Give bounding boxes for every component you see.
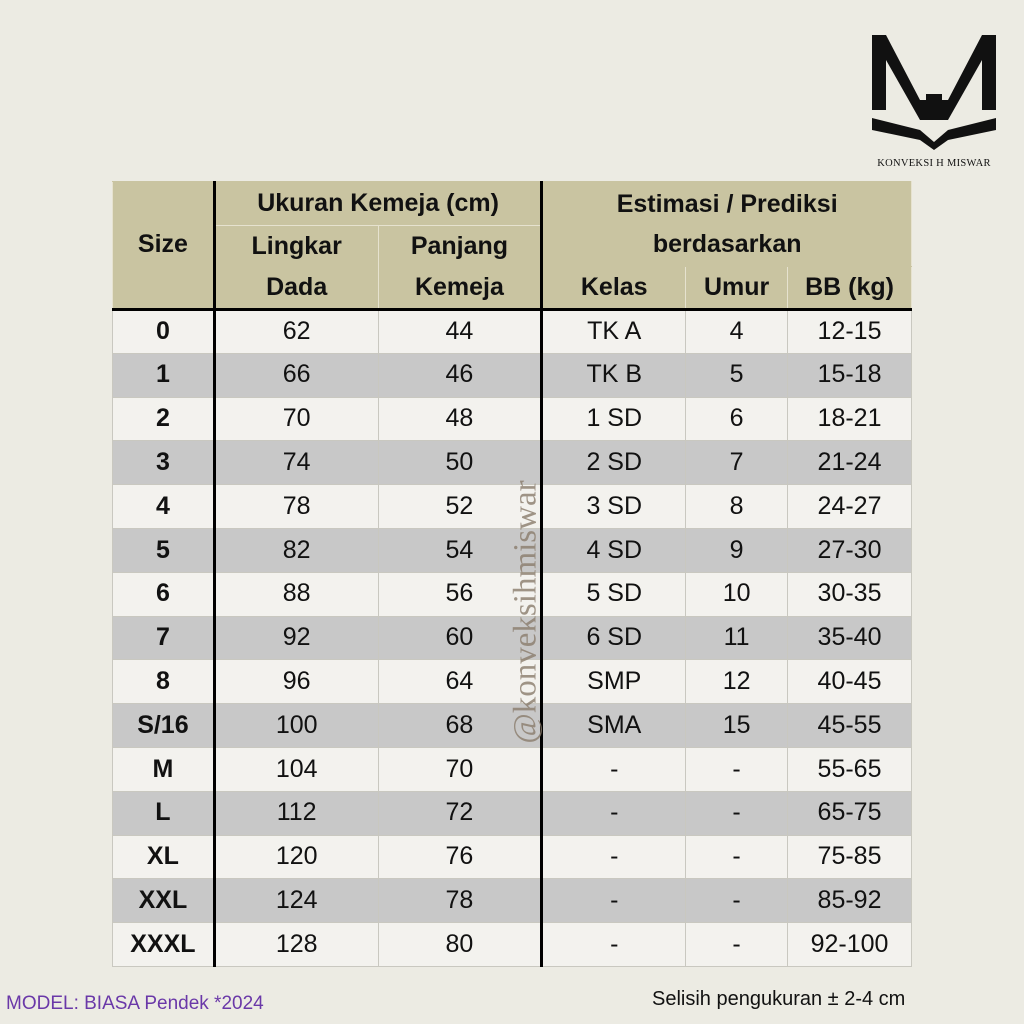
class-cell: 6 SD <box>542 616 686 660</box>
chest-cell: 112 <box>214 791 378 835</box>
length-cell: 54 <box>378 528 542 572</box>
class-cell: - <box>542 747 686 791</box>
weight-cell: 75-85 <box>788 835 912 879</box>
class-cell: 2 SD <box>542 441 686 485</box>
length-cell: 50 <box>378 441 542 485</box>
weight-cell: 92-100 <box>788 923 912 967</box>
weight-cell: 55-65 <box>788 747 912 791</box>
weight-cell: 15-18 <box>788 353 912 397</box>
size-cell: 4 <box>113 485 215 529</box>
size-chart-table <box>112 181 912 967</box>
length-cell: 64 <box>378 660 542 704</box>
length-cell: 56 <box>378 572 542 616</box>
table-row <box>113 572 912 616</box>
chest-cell: 78 <box>214 485 378 529</box>
length-cell: 52 <box>378 485 542 529</box>
weight-cell: 65-75 <box>788 791 912 835</box>
weight-cell: 12-15 <box>788 310 912 354</box>
size-cell: 8 <box>113 660 215 704</box>
length-cell: 46 <box>378 353 542 397</box>
crown-m-logo-icon <box>864 30 1004 150</box>
age-cell: 15 <box>686 704 788 748</box>
table-row <box>113 528 912 572</box>
size-cell: 6 <box>113 572 215 616</box>
table-row <box>113 353 912 397</box>
weight-cell: 21-24 <box>788 441 912 485</box>
size-cell: L <box>113 791 215 835</box>
table-row <box>113 616 912 660</box>
chest-cell: 100 <box>214 704 378 748</box>
table-row <box>113 835 912 879</box>
header-size: Size <box>113 182 215 310</box>
chest-cell: 128 <box>214 923 378 967</box>
age-cell: - <box>686 923 788 967</box>
age-cell: 5 <box>686 353 788 397</box>
brand-logo <box>860 30 1008 180</box>
size-cell: 3 <box>113 441 215 485</box>
weight-cell: 24-27 <box>788 485 912 529</box>
class-cell: - <box>542 791 686 835</box>
table-row <box>113 704 912 748</box>
chest-cell: 120 <box>214 835 378 879</box>
header-chest <box>214 226 378 310</box>
class-cell: 3 SD <box>542 485 686 529</box>
size-rows <box>113 310 912 967</box>
weight-cell: 45-55 <box>788 704 912 748</box>
header-age: Umur <box>686 267 788 310</box>
length-cell: 68 <box>378 704 542 748</box>
age-cell: 12 <box>686 660 788 704</box>
length-cell: 76 <box>378 835 542 879</box>
table-row <box>113 310 912 354</box>
age-cell: 11 <box>686 616 788 660</box>
class-cell: SMP <box>542 660 686 704</box>
chest-cell: 96 <box>214 660 378 704</box>
chest-cell: 66 <box>214 353 378 397</box>
chest-cell: 70 <box>214 397 378 441</box>
length-cell: 80 <box>378 923 542 967</box>
size-cell: 0 <box>113 310 215 354</box>
age-cell: - <box>686 791 788 835</box>
chest-cell: 62 <box>214 310 378 354</box>
table-row <box>113 441 912 485</box>
length-cell: 78 <box>378 879 542 923</box>
age-cell: 7 <box>686 441 788 485</box>
age-cell: 10 <box>686 572 788 616</box>
class-cell: 4 SD <box>542 528 686 572</box>
table-row <box>113 660 912 704</box>
size-cell: XXL <box>113 879 215 923</box>
table-row <box>113 397 912 441</box>
chest-cell: 74 <box>214 441 378 485</box>
class-cell: - <box>542 879 686 923</box>
class-cell: 5 SD <box>542 572 686 616</box>
header-class: Kelas <box>542 267 686 310</box>
chest-cell: 88 <box>214 572 378 616</box>
age-cell: - <box>686 879 788 923</box>
chest-cell: 82 <box>214 528 378 572</box>
size-cell: XXXL <box>113 923 215 967</box>
header-length <box>378 226 542 310</box>
weight-cell: 85-92 <box>788 879 912 923</box>
age-cell: 6 <box>686 397 788 441</box>
header-shirt-group: Ukuran Kemeja (cm) <box>214 182 542 226</box>
class-cell: - <box>542 923 686 967</box>
class-cell: TK A <box>542 310 686 354</box>
class-cell: SMA <box>542 704 686 748</box>
class-cell: 1 SD <box>542 397 686 441</box>
length-cell: 44 <box>378 310 542 354</box>
length-cell: 70 <box>378 747 542 791</box>
size-cell: M <box>113 747 215 791</box>
weight-cell: 35-40 <box>788 616 912 660</box>
measurement-note: Selisih pengukuran ± 2-4 cm <box>652 988 906 1010</box>
table-row <box>113 485 912 529</box>
length-cell: 72 <box>378 791 542 835</box>
weight-cell: 40-45 <box>788 660 912 704</box>
header-length-label: Panjang Kemeja <box>410 232 509 301</box>
length-cell: 48 <box>378 397 542 441</box>
chest-cell: 104 <box>214 747 378 791</box>
header-estimate-group <box>542 182 912 267</box>
weight-cell: 27-30 <box>788 528 912 572</box>
age-cell: - <box>686 747 788 791</box>
watermark: @konveksihmiswar <box>507 480 544 744</box>
header-chest-label: Lingkar Dada <box>251 232 342 301</box>
class-cell: TK B <box>542 353 686 397</box>
chest-cell: 124 <box>214 879 378 923</box>
age-cell: 8 <box>686 485 788 529</box>
brand-name: KONVEKSI H MISWAR <box>877 158 991 169</box>
size-cell: 5 <box>113 528 215 572</box>
header-estimate-label: Estimasi / Prediksi berdasarkan <box>616 190 838 258</box>
weight-cell: 30-35 <box>788 572 912 616</box>
model-label: MODEL: BIASA Pendek *2024 <box>6 993 264 1014</box>
size-cell: 2 <box>113 397 215 441</box>
class-cell: - <box>542 835 686 879</box>
age-cell: 9 <box>686 528 788 572</box>
size-cell: S/16 <box>113 704 215 748</box>
size-cell: XL <box>113 835 215 879</box>
size-cell: 7 <box>113 616 215 660</box>
age-cell: 4 <box>686 310 788 354</box>
chest-cell: 92 <box>214 616 378 660</box>
age-cell: - <box>686 835 788 879</box>
table-row <box>113 923 912 967</box>
size-cell: 1 <box>113 353 215 397</box>
length-cell: 60 <box>378 616 542 660</box>
table-row <box>113 879 912 923</box>
table-row <box>113 791 912 835</box>
header-weight: BB (kg) <box>788 267 912 310</box>
weight-cell: 18-21 <box>788 397 912 441</box>
table-row <box>113 747 912 791</box>
